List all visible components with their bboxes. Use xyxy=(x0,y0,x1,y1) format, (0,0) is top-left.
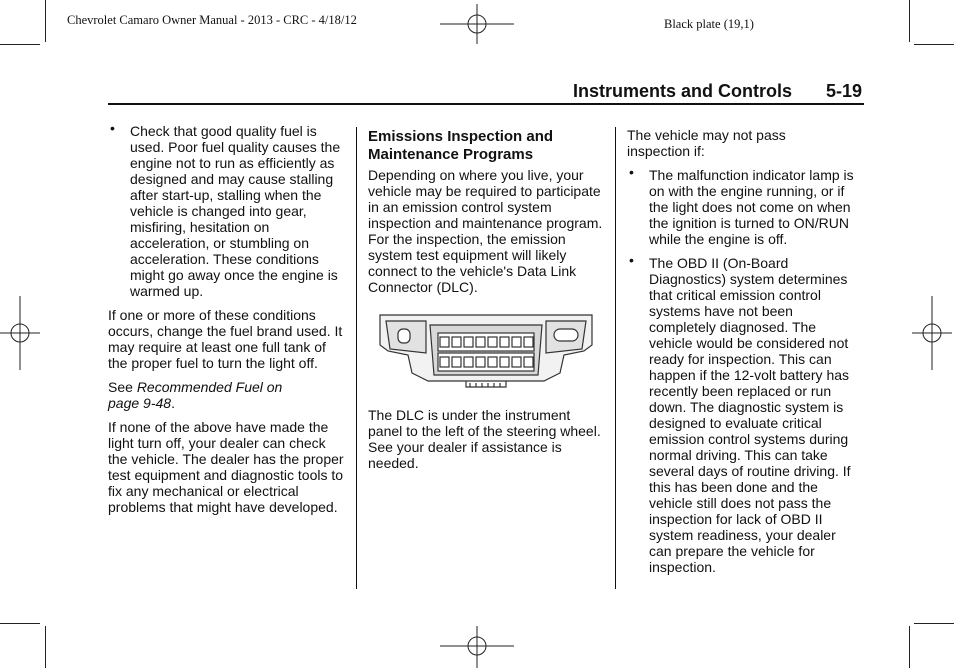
paragraph: The DLC is under the instrument panel to the left of the steering wheel. See your dealer if assistance is needed. xyxy=(368,407,601,471)
registration-mark-right xyxy=(912,296,952,370)
bullet-icon: • xyxy=(629,164,634,180)
bullet-icon: • xyxy=(110,120,115,136)
see-prefix: See xyxy=(108,379,137,395)
crop-mark xyxy=(909,626,910,668)
column-1 xyxy=(108,120,348,523)
registration-mark-left xyxy=(0,296,40,370)
paragraph: Depending on where you live, your vehicle may be required to participate in an emission control system inspection and maintenance program. For the inspection, the emission system test equipment will likely connect to the vehicle's Data Link Connector (DLC). xyxy=(368,167,603,295)
header-rule xyxy=(108,103,864,105)
print-header-right: Black plate (19,1) xyxy=(664,17,754,31)
paragraph: The vehicle may not pass inspection if: xyxy=(627,127,786,159)
section-heading: Emissions Inspection and Maintenance Programs xyxy=(368,128,554,163)
paragraph: If none of the above have made the light turn off, your dealer can check the vehicle. The dealer has the proper test equipment and diagnostic tools to fix any mechanical or electrical problems that might have developed. xyxy=(108,419,344,515)
dlc-connector-illustration xyxy=(376,303,596,393)
list-item xyxy=(627,252,861,575)
column-divider xyxy=(356,127,357,589)
crop-mark xyxy=(45,626,46,668)
list-item xyxy=(108,120,348,299)
column-divider xyxy=(615,127,616,589)
list-item xyxy=(627,164,867,247)
bullet-icon: • xyxy=(629,252,634,268)
crop-mark xyxy=(914,44,954,45)
bullet-text: The malfunction indicator lamp is on with the engine running, or if the light does not come on when the ignition is turned to ON/RUN while the engine is off. xyxy=(649,167,854,247)
print-header-left: Chevrolet Camaro Owner Manual - 2013 - CRC - 4/18/12 xyxy=(67,13,357,27)
page-number: 5-19 xyxy=(826,81,863,101)
see-suffix: . xyxy=(171,395,175,411)
registration-mark-top xyxy=(440,4,514,44)
bullet-text: The OBD II (On-Board Diagnostics) system determines that critical emission control systems have not been completely diagnosed. The vehicle would be considered not ready for inspection. This can happen if the 12-volt battery has recently been replaced or run down. The diagnostic system is designed to evaluate critical emission control systems during normal driving. This can take several days of routine driving. If this has been done and the vehicle still does not pass the inspection for lack of OBD II system readiness, your dealer can prepare the vehicle for inspection. xyxy=(649,255,851,575)
crop-mark xyxy=(914,623,954,624)
crop-mark xyxy=(0,623,40,624)
registration-mark-bottom xyxy=(440,626,514,668)
cross-reference xyxy=(108,379,308,411)
cross-reference-link[interactable]: Recommended Fuel on page 9-48 xyxy=(108,379,283,411)
crop-mark xyxy=(0,44,40,45)
bullet-text: Check that good quality fuel is used. Poor fuel quality causes the engine not to run as efficiently as designed and may cause stalling after start-up, stalling when the vehicle is changed into gear, misfiring, hesitation on acceleration, or stumbling on acceleration. These conditions might go away once the engine is warmed up. xyxy=(130,123,341,299)
column-3 xyxy=(627,127,867,583)
column-2 xyxy=(368,128,606,479)
paragraph: If one or more of these conditions occurs, change the fuel brand used. It may require at least one full tank of the proper fuel to turn the light off. xyxy=(108,307,343,371)
crop-mark xyxy=(909,0,910,42)
section-title: Instruments and Controls xyxy=(573,81,793,101)
crop-mark xyxy=(45,0,46,42)
